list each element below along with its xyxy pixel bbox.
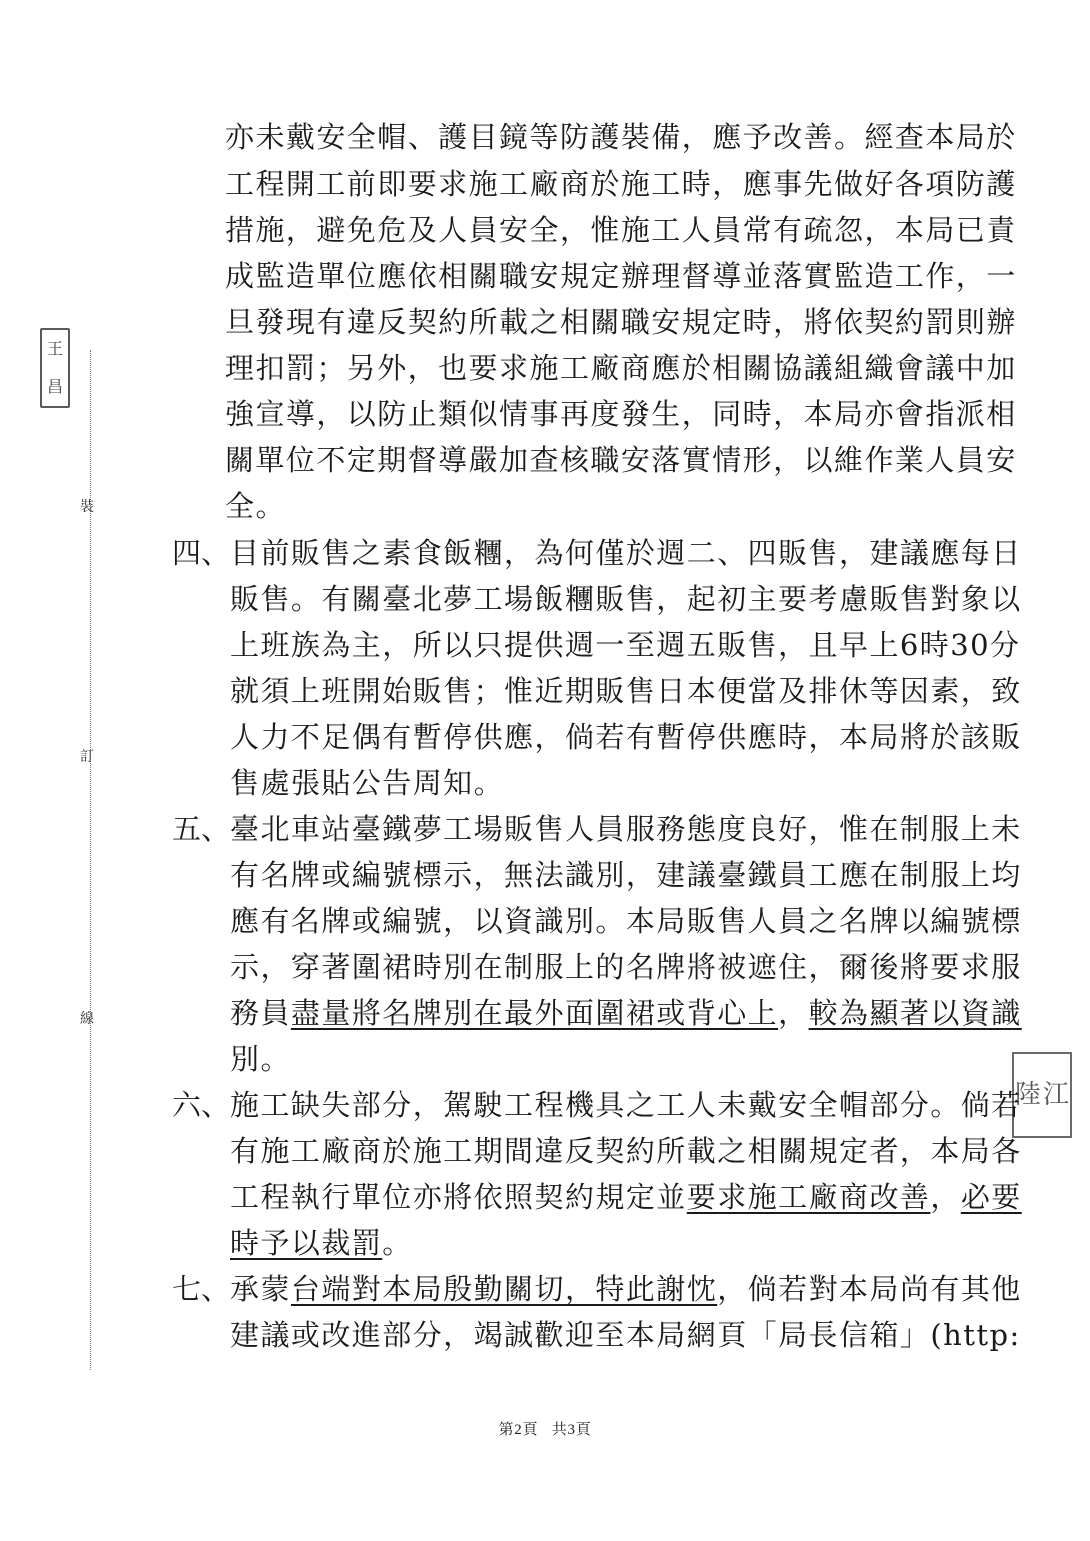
item-6-line-1: 施工缺失部分，駕駛工程機具之工人未戴安全帽部分。倘若	[230, 1088, 1022, 1122]
item-7-line-2: 建議或改進部分，竭誠歡迎至本局網頁「局長信箱」(http:	[230, 1318, 1021, 1352]
item-5-line-3: 應有名牌或編號，以資識別。本局販售人員之名牌以編號標	[230, 904, 1022, 938]
footer-page-number: 第2頁	[498, 1422, 539, 1438]
item-4-line-4: 就須上班開始販售；惟近期販售日本便當及排休等因素，致	[230, 674, 1022, 708]
item-5-line-5-text-a: 務員	[230, 996, 291, 1030]
cont-line-9: 全。	[225, 489, 286, 523]
item-6-line-2: 有施工廠商於施工期間違反契約所載之相關規定者，本局各	[230, 1134, 1022, 1168]
item-5-number: 五、	[172, 812, 231, 846]
item-5-underlined-phrase-1: 盡量將名牌別在最外面圍裙或背心上	[290, 996, 779, 1030]
cont-line-7: 強宣導，以防止類似情事再度發生，同時，本局亦會指派相	[225, 397, 1017, 431]
item-6-line-4	[230, 1226, 413, 1260]
item-6-line-4-text-b: 。	[382, 1226, 413, 1260]
item-4-line-6: 售處張貼公告周知。	[230, 766, 505, 800]
item-5-underlined-phrase-2: 較為顯著以資識	[808, 996, 1022, 1030]
item-7-number: 七、	[172, 1272, 231, 1306]
cont-line-5: 旦發現有違反契約所載之相關職安規定時，將依契約罰則辦	[225, 305, 1017, 339]
right-seal-char-a: 陸	[1014, 1080, 1041, 1110]
item-4-line-1: 目前販售之素食飯糰，為何僅於週二、四販售，建議應每日	[230, 536, 1022, 570]
item-7-line-1-text-b: ，倘若對本局尚有其他	[717, 1272, 1022, 1306]
left-seal-stamp	[40, 328, 70, 408]
binding-label-ding: 訂	[80, 749, 94, 765]
item-7-line-1-text-a: 承蒙	[230, 1272, 291, 1306]
item-4-line-2: 販售。有關臺北夢工場飯糰販售，起初主要考慮販售對象以	[230, 582, 1022, 616]
item-4-line-5: 人力不足偶有暫停供應，倘若有暫停供應時，本局將於該販	[230, 720, 1022, 754]
item-5-line-5-text-b: ，	[778, 996, 809, 1030]
item-7-line-1	[230, 1272, 1022, 1306]
page-footer	[0, 1418, 1090, 1439]
item-5-line-5	[230, 996, 1022, 1030]
item-5-line-6: 別。	[230, 1042, 291, 1076]
item-6-underlined-phrase-2: 必要	[960, 1180, 1022, 1214]
right-seal-char-b: 江	[1043, 1080, 1070, 1110]
item-6-line-3	[230, 1180, 1022, 1214]
item-6-underlined-phrase-1: 要求施工廠商改善	[686, 1180, 931, 1214]
binding-label-zhuang: 裝	[80, 499, 94, 515]
item-6-underlined-phrase-3: 時予以裁罰	[230, 1226, 383, 1260]
cont-line-2: 工程開工前即要求施工廠商於施工時，應事先做好各項防護	[225, 167, 1017, 201]
item-5-line-2: 有名牌或編號標示，無法識別，建議臺鐵員工應在制服上均	[230, 858, 1022, 892]
cont-line-3: 措施，避免危及人員安全，惟施工人員常有疏忽，本局已責	[225, 213, 1017, 247]
item-5-line-4: 示，穿著圍裙時別在制服上的名牌將被遮住，爾後將要求服	[230, 950, 1022, 984]
cont-line-1: 亦未戴安全帽、護目鏡等防護裝備，應予改善。經查本局於	[225, 120, 1017, 154]
cont-line-6: 理扣罰；另外，也要求施工廠商應於相關協議組織會議中加	[225, 351, 1017, 385]
cont-line-4: 成監造單位應依相關職安規定辦理督導並落實監造工作，一	[225, 259, 1017, 293]
left-seal-char-bottom: 昌	[46, 377, 63, 396]
item-5-line-1: 臺北車站臺鐵夢工場販售人員服務態度良好，惟在制服上未	[230, 812, 1022, 846]
cont-line-8: 關單位不定期督導嚴加查核職安落實情形，以維作業人員安	[225, 443, 1017, 477]
item-6-line-3-text-a: 工程執行單位亦將依照契約規定並	[230, 1180, 687, 1214]
item-7-underlined-phrase: 台端對本局殷勤關切，特此謝忱	[290, 1272, 718, 1306]
item-6-number: 六、	[172, 1088, 231, 1122]
binding-label-xian: 線	[80, 1011, 94, 1027]
footer-total-pages: 共3頁	[551, 1422, 592, 1438]
item-6-line-3-text-b: ，	[930, 1180, 961, 1214]
item-4-line-3: 上班族為主，所以只提供週一至週五販售，且早上6時30分	[230, 628, 1021, 662]
left-seal-char-top: 王	[46, 339, 63, 358]
item-4-number: 四、	[172, 536, 231, 570]
